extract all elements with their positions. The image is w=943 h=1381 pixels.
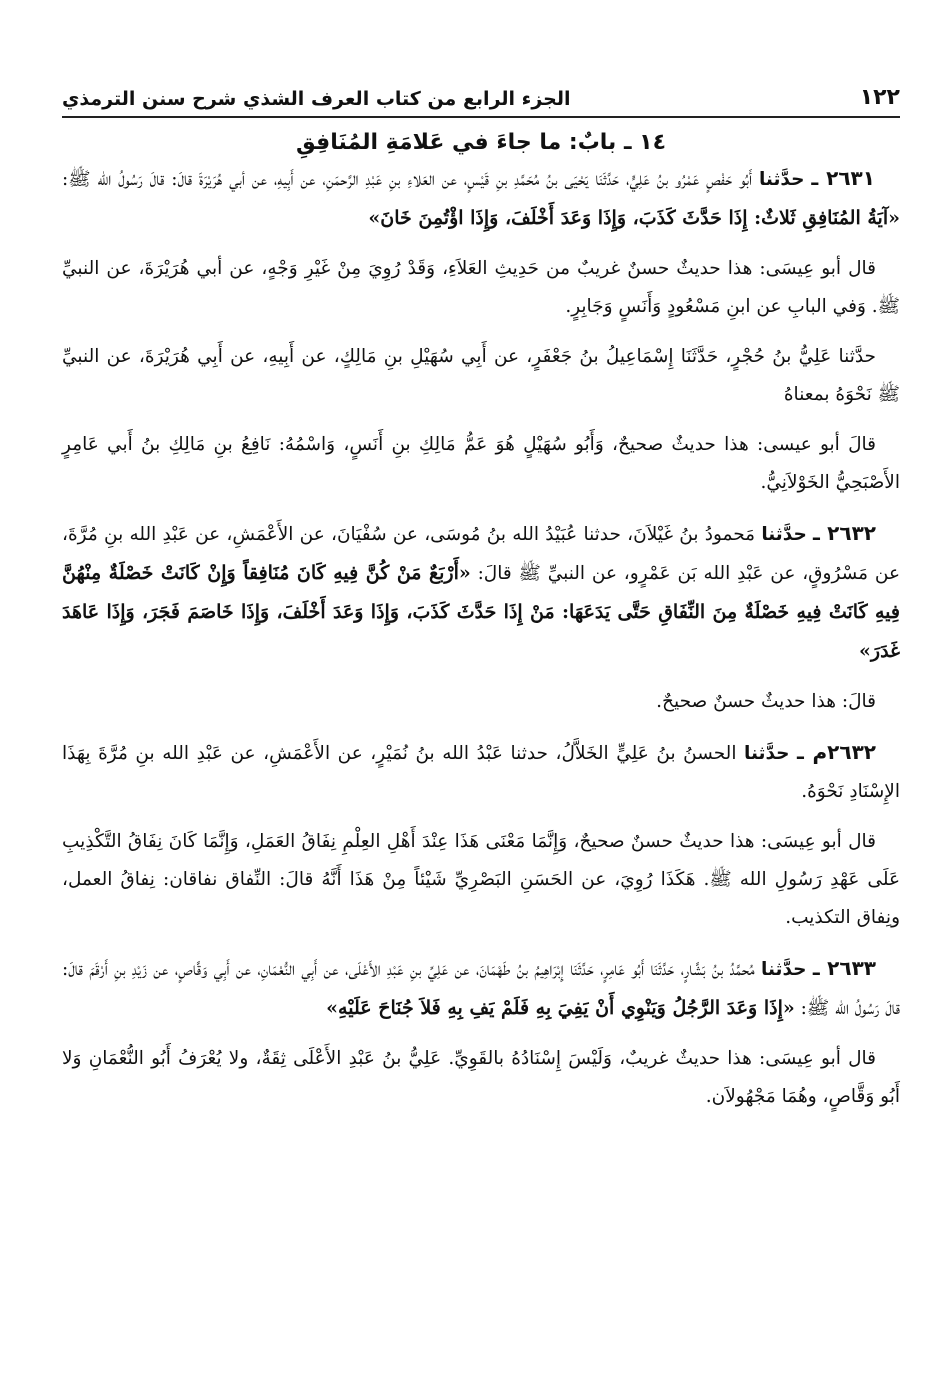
hadith-number: ٢٦٣٣ ـ (812, 956, 876, 980)
matn-text: «أَرْبَعٌ مَنْ كُنَّ فِيهِ كَانَ مُنَافِقاً وَإِنْ كَانَتْ خَصْلَةٌ مِنْهُنَّ فِيهِ كَانَتْ فِيهِ خَصْلَةٌ مِنَ النِّفَاقِ حَتَّى يَدَعَهَا: مَنْ إِذَا حَدَّثَ كَذَبَ، وَإِذَا وَعَدَ أَخْلَفَ، وَإِذَا خَاصَمَ فَجَرَ، وَإِذَا عَاهَدَ غَدَرَ» (62, 562, 900, 662)
hadith-paragraph (62, 949, 900, 1028)
commentary-5 (62, 823, 900, 937)
hadith-paragraph (62, 514, 900, 671)
haddathana-word: حدَّثنا (761, 959, 807, 980)
hadith-paragraph (62, 733, 900, 811)
header-rule (62, 116, 900, 118)
hadith-paragraph (62, 159, 900, 238)
haddathana-word: حدَّثنا (761, 524, 807, 545)
commentary-paragraph: قالَ: هذا حديثٌ حسنٌ صحيحٌ. (656, 691, 876, 712)
haddathana-word: حدَّثنا (744, 743, 790, 764)
hadith-2632m (62, 733, 900, 811)
commentary-paragraph: حدَّثنا عَلِيُّ بنُ حُجْرٍ، حَدَّثَنَا إِسْمَاعِيلُ بنُ جَعْفَرٍ، عن أَبِي سُهَيْلِ بنِ مَالِكٍ، عن أَبِيهِ، عن أَبِي هُرَيْرَةَ، عن النبيِّ ﷺ نَحْوَهُ بمعناهُ (62, 346, 900, 405)
hadith-number: ٢٦٣١ ـ (811, 166, 875, 190)
page-header (62, 70, 900, 110)
hadith-number: ٢٦٣٢ ـ (813, 521, 876, 545)
matn-text: «آيَةُ المُنَافِقِ ثَلاثٌ: إِذَا حَدَّثَ كَذَبَ، وَإِذَا وَعَدَ أَخْلَفَ، وَإِذَا اؤْتُمِنَ خَانَ» (368, 207, 900, 229)
book-page (62, 70, 900, 1128)
hadith-2632 (62, 514, 900, 671)
commentary-1 (62, 250, 900, 326)
isnad-text: أَبُو حَفْصٍ عَمْرُو بنُ عَلِيٍّ، حَدَّثَنَا يَحْيَى بنُ مُحَمَّدِ بنِ قَيْسٍ، عن العَلاءِ بنِ عَبْدِ الرَّحمَنِ، عن أَبِيهِ، عن أبي هُرَيْرَةَ قالَ: قالَ رَسُولُ الله ﷺ: (62, 169, 753, 190)
commentary-6 (62, 1040, 900, 1116)
running-title: الجزء الرابع من كتاب العرف الشذي شرح سنن الترمذي (62, 88, 571, 110)
commentary-3 (62, 426, 900, 502)
commentary-paragraph: قال أبو عِيسَى: هذا حديثٌ حسنٌ غريبٌ من حَدِيثِ العَلاَءِ، وَقَدْ رُوِيَ مِنْ غَيْرِ وَجْهٍ، عن أبي هُرَيْرَةَ، عن النبيِّ ﷺ. وَفي البابِ عن ابنِ مَسْعُودٍ وَأَنَسٍ وَجَابِرٍ. (62, 258, 900, 317)
isnad-text: مُحمَّدُ بنُ بَشَّارٍ، حَدَّثَنَا أَبُو عَامِرٍ، حَدَّثَنَا إِبْرَاهِيمُ بنُ طَهْمَانَ، عن عَلِيِّ بنِ عَبْدِ الأَعْلَى، عن أَبِي النُّعْمَانِ، عن أَبِي وَقَّاصٍ، عن زَيْدِ بنِ أَرْقَمَ قالَ: قالَ رَسُولُ الله ﷺ: (62, 959, 900, 1019)
page-number: ١٢٢ (859, 85, 900, 110)
hadith-2631 (62, 159, 900, 238)
matn-text: «إِذَا وَعَدَ الرَّجُلُ وَيَنْوِي أَنْ يَفِيَ بِهِ فَلَمْ يَفِ بِهِ فَلاَ جُنَاحَ عَلَيْهِ» (326, 997, 795, 1019)
isnad-text: مَحمودُ بنُ غَيْلاَنَ، حدثنا عُبَيْدُ الله بنُ مُوسَى، عن سُفْيَانَ، عن الأَعْمَشِ، عن عَبْدِ الله بنِ مُرَّةَ، عن مَسْرُوقٍ، عن عَبْدِ الله بَن عَمْرٍو، عن النبيِّ ﷺ قالَ: (62, 524, 900, 584)
commentary-2 (62, 338, 900, 414)
commentary-paragraph: قالَ أبو عيسى: هذا حديثٌ صحيحٌ، وَأَبُو سُهَيْلٍ هُوَ عَمُّ مَالِكِ بنِ أَنَسٍ، وَاسْمُهُ: نَافِعُ بنِ مَالِكِ بنُ أَبي عَامِرٍ الأَصْبَحِيُّ الخَوْلاَنِيُّ. (62, 434, 900, 493)
haddathana-word: حدَّثنا (758, 169, 805, 190)
commentary-paragraph: قال أبو عِيسَى: هذا حديثٌ حسنٌ صحيحٌ، وَإِنَّمَا مَعْنَى هَذَا عِنْدَ أَهْلِ العِلْمِ نِفَاقُ العَمَلِ، وَإِنَّمَا كَانَ نِفَاقُ التَّكْذِيبِ عَلَى عَهْدِ رَسُولِ الله ﷺ. هَكَذَا رُوِيَ، عن الحَسَنِ البَصْرِيِّ شَيْئاً مِنْ هَذَا أَنَّهُ قالَ: النِّفاق نفاقان: نِفاقُ العمل، ونِفاق التكذيب. (62, 831, 900, 928)
isnad-text: الحسنُ بنُ عَلِيٍّ الخَلاَّلُ، حدثنا عَبْدُ الله بنُ نُمَيْرٍ، عن الأَعْمَشِ، عن عَبْدِ الله بنِ مُرَّةَ بِهَذَا الإِسْنَادِ نَحْوَهُ. (62, 743, 900, 802)
commentary-paragraph: قال أبو عِيسَى: هذا حديثٌ غريبٌ، وَلَيْسَ إِسْنَادُهُ بالقَوِيِّ. عَلِيُّ بنُ عَبْدِ الأَعْلَى ثِقَةٌ، ولا يُعْرَفُ أَبُو النُّعْمَانِ وَلا أَبُو وَقَّاصٍ، وهُمَا مَجْهُولاَن. (62, 1048, 900, 1107)
hadith-number: ٢٦٣٢م ـ (797, 740, 876, 764)
commentary-4 (62, 683, 900, 721)
chapter-title: ١٤ ـ بابٌ: ما جاءَ في عَلامَةِ المُنَافِقِ (295, 130, 667, 155)
hadith-2633 (62, 949, 900, 1028)
